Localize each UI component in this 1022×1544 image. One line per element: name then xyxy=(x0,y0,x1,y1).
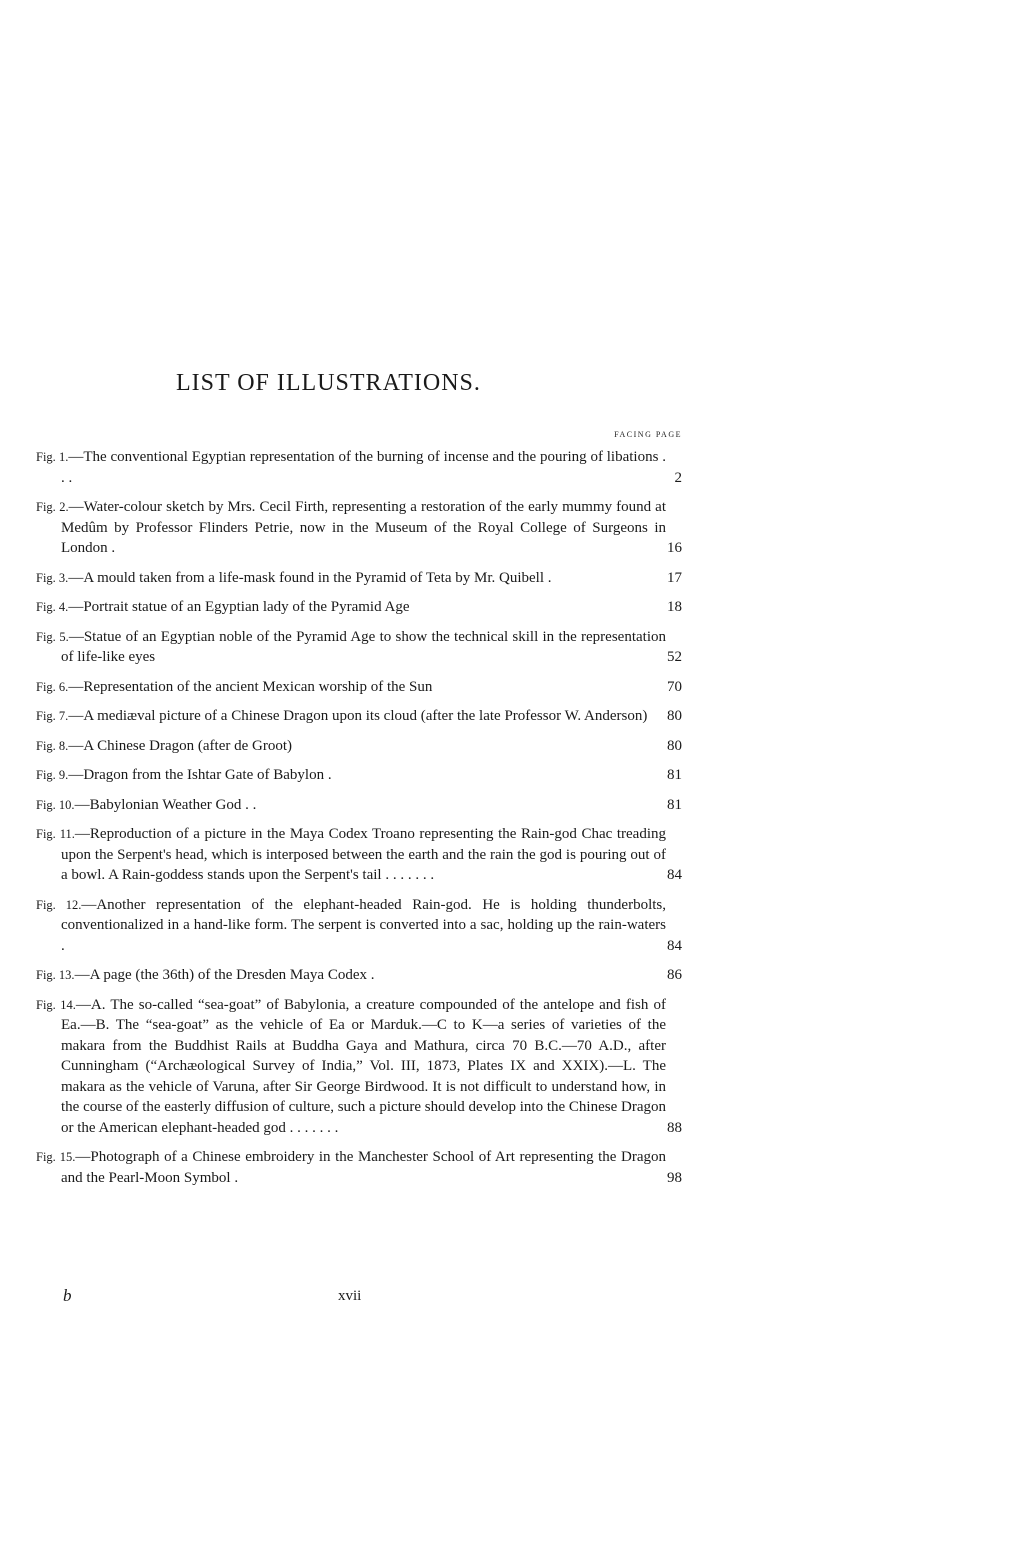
entry-text: —Portrait statue of an Egyptian lady of the Pyramid Age xyxy=(68,599,410,615)
facing-page-column-header: FACING PAGE xyxy=(614,430,682,439)
figure-label: Fig. 7. xyxy=(36,709,69,723)
entry-text: —The conventional Egyptian representation of the burning of incense and the pouring of libations . . . xyxy=(61,449,666,486)
figure-label: Fig. 11. xyxy=(36,827,75,841)
list-item xyxy=(36,706,686,727)
page-number: 70 xyxy=(667,678,682,695)
entry-caption xyxy=(36,1147,666,1188)
figure-label: Fig. 8. xyxy=(36,738,69,753)
page-number: 81 xyxy=(667,796,682,813)
page-number: 2 xyxy=(674,469,682,486)
page-number: 98 xyxy=(667,1169,682,1186)
page-number: 84 xyxy=(667,867,682,883)
page-number: 86 xyxy=(667,967,682,983)
entry-text: —A page (the 36th) of the Dresden Maya Codex . xyxy=(74,967,375,983)
entry-text: —A mediæval picture of a Chinese Dragon upon its cloud (after the late Professor W. Anderson) xyxy=(68,708,648,724)
page-number: 81 xyxy=(667,767,682,783)
entry-caption xyxy=(36,895,666,957)
page-number: 18 xyxy=(667,599,682,615)
figure-label: Fig. 6. xyxy=(36,679,69,694)
entry-caption xyxy=(36,597,666,618)
entry-caption xyxy=(36,706,666,727)
entry-text: —Another representation of the elephant-headed Rain-god. He is holding thunderbolts, conventionalized in a hand-like form. The serpent is converted into a sac, holding up the rain-waters . xyxy=(61,896,666,954)
entry-text: —A Chinese Dragon (after de Groot) xyxy=(68,737,292,754)
list-item xyxy=(36,765,686,786)
entry-caption xyxy=(36,795,666,816)
entry-caption xyxy=(36,447,666,488)
figure-label: Fig. 4. xyxy=(36,600,69,614)
list-item xyxy=(36,895,686,957)
entry-text: —Reproduction of a picture in the Maya Codex Troano representing the Rain-god Chac treading upon the Serpent's head, which is interposed between the earth and the rain the god is pouring out of a bowl. A Rain-goddess stands upon the Serpent's tail . . . . . . . xyxy=(61,826,666,883)
figure-label: Fig. 2. xyxy=(36,500,69,514)
entry-caption xyxy=(36,824,666,886)
entry-caption xyxy=(36,497,666,559)
list-item xyxy=(36,447,686,488)
entry-caption xyxy=(36,627,666,668)
entry-text: —Representation of the ancient Mexican worship of the Sun xyxy=(68,678,433,695)
figure-label: Fig. 9. xyxy=(36,768,69,782)
illustration-list xyxy=(36,447,686,1197)
entry-caption xyxy=(36,677,666,698)
list-item xyxy=(36,736,686,757)
page-number: 88 xyxy=(667,1119,682,1136)
figure-label: Fig. 12. xyxy=(36,897,82,912)
list-item xyxy=(36,677,686,698)
page-number: 16 xyxy=(667,540,682,556)
entry-text: —A. The so-called “sea-goat” of Babylonia, a creature compounded of the antelope and fish of Ea.—B. The “sea-goat” as the vehicle of Ea or Marduk.—C to K—a series of varieties of the makara from the Buddhist Rails at Buddha Gaya and Mathura, circa 70 B.C.—70 A.D., after Cunningham (“Archæological Survey of India,” Vol. III, 1873, Plates IX and XXIX).—L. The makara as the vehicle of Varuna, after Sir George Birdwood. It is not difficult to understand how, in the course of the easterly diffusion of culture, such a picture should develop into the Chinese Dragon or the American elephant-headed god . . . . . . . xyxy=(61,996,666,1136)
list-item xyxy=(36,497,686,559)
page-title: LIST OF ILLUSTRATIONS. xyxy=(176,370,481,396)
list-item xyxy=(36,965,686,986)
figure-label: Fig. 1. xyxy=(36,450,69,464)
list-item xyxy=(36,995,686,1139)
page-number: 80 xyxy=(667,737,682,754)
list-item xyxy=(36,1147,686,1188)
page-number: 80 xyxy=(667,708,682,724)
signature-mark: b xyxy=(63,1286,72,1305)
entry-text: —Dragon from the Ishtar Gate of Babylon . xyxy=(68,767,332,783)
entry-text: —A mould taken from a life-mask found in the Pyramid of Teta by Mr. Quibell . xyxy=(68,569,552,586)
page-folio: xvii xyxy=(338,1288,362,1304)
list-item xyxy=(36,627,686,668)
list-item xyxy=(36,597,686,618)
page-number: 52 xyxy=(667,649,682,665)
list-item xyxy=(36,568,686,589)
figure-label: Fig. 10. xyxy=(36,797,75,812)
entry-text: —Statue of an Egyptian noble of the Pyramid Age to show the technical skill in the representation of life-like eyes xyxy=(61,628,666,665)
entry-text: —Photograph of a Chinese embroidery in the Manchester School of Art representing the Dragon and the Pearl-Moon Symbol . xyxy=(61,1149,666,1186)
entry-text: —Water-colour sketch by Mrs. Cecil Firth, representing a restoration of the early mummy found at Medûm by Professor Flinders Petrie, now in the Museum of the Royal College of Surgeons in London . xyxy=(61,499,666,556)
page-number: 84 xyxy=(667,937,682,954)
figure-label: Fig. 14. xyxy=(36,997,76,1012)
entry-text: —Babylonian Weather God . . xyxy=(74,796,257,813)
entry-caption xyxy=(36,995,666,1139)
figure-label: Fig. 3. xyxy=(36,570,69,585)
figure-label: Fig. 13. xyxy=(36,968,75,982)
entry-caption xyxy=(36,736,666,757)
list-item xyxy=(36,795,686,816)
entry-caption xyxy=(36,765,666,786)
entry-caption xyxy=(36,568,666,589)
figure-label: Fig. 5. xyxy=(36,629,69,644)
page-number: 17 xyxy=(667,569,682,586)
list-item xyxy=(36,824,686,886)
entry-caption xyxy=(36,965,666,986)
figure-label: Fig. 15. xyxy=(36,1150,76,1164)
